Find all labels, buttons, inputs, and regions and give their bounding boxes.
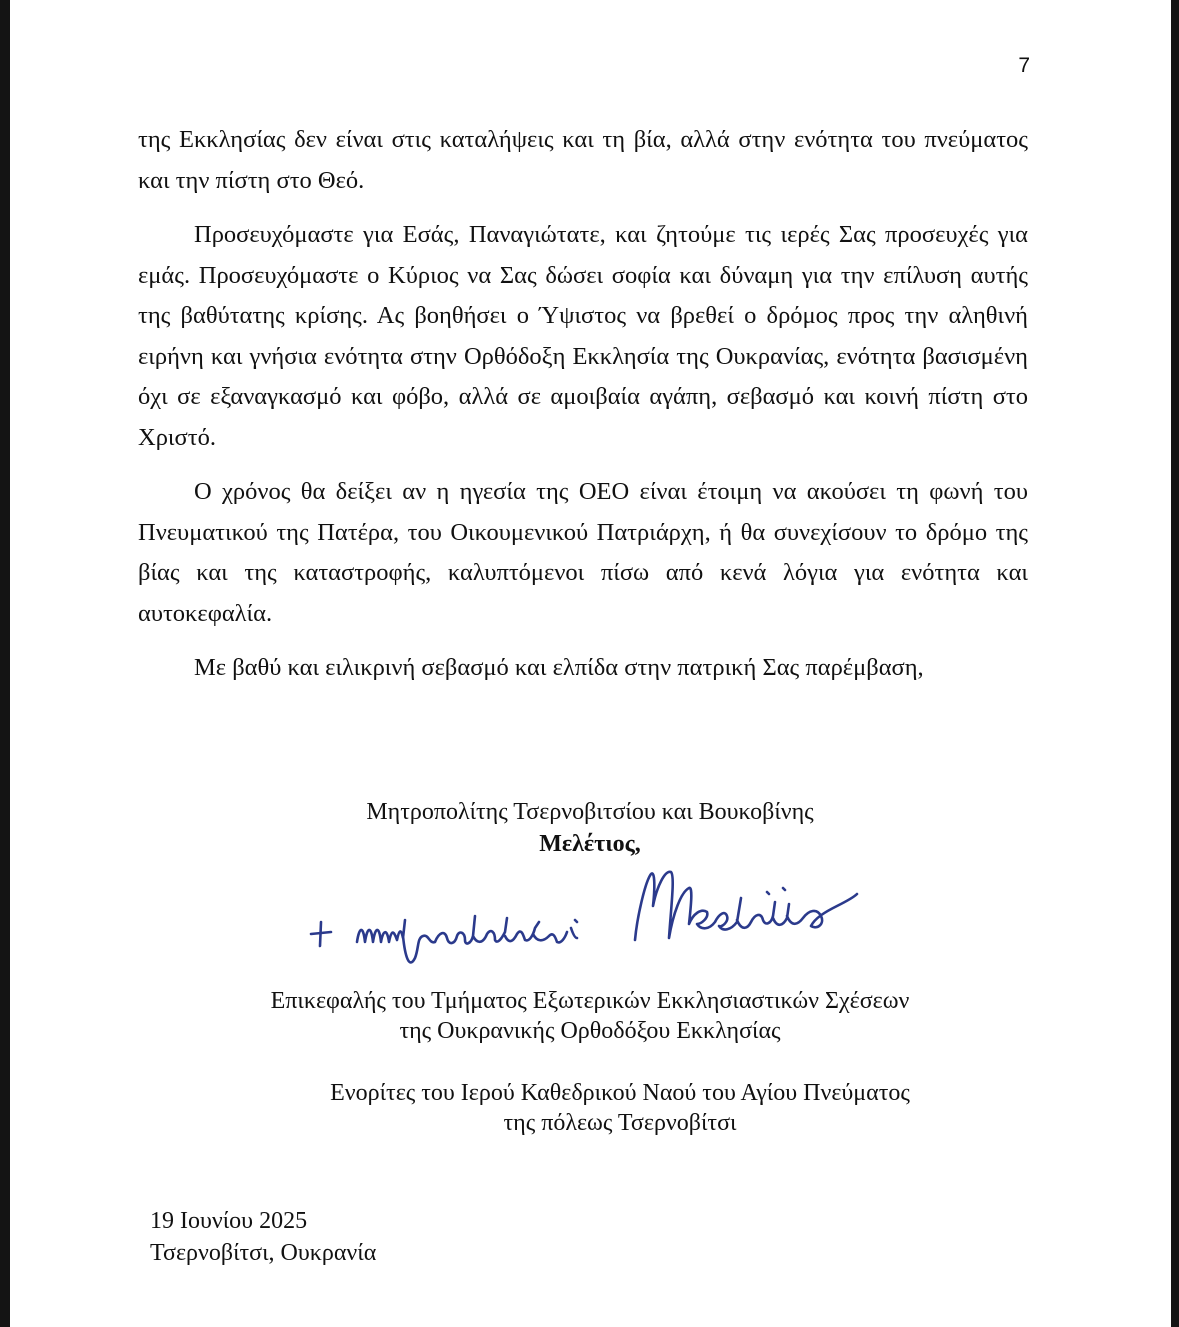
letter-date: 19 Ιουνίου 2025 xyxy=(150,1208,308,1234)
department-line-1: Επικεφαλής του Τμήματος Εξωτερικών Εκκλησιαστικών Σχέσεων xyxy=(270,988,910,1014)
date-place-block xyxy=(150,1205,550,1269)
letter-body xyxy=(138,120,1028,703)
department-line-2: της Ουκρανικής Ορθοδόξου Εκκλησίας xyxy=(399,1018,781,1044)
parish-line-2: της πόλεως Τσερνοβίτσι xyxy=(503,1110,737,1136)
department-block xyxy=(200,986,980,1046)
page-frame-left xyxy=(0,0,10,1327)
handwritten-signature xyxy=(305,858,865,976)
signatory-name: Μελέτιος, xyxy=(539,831,641,857)
page-number: 7 xyxy=(1018,54,1030,77)
page-frame-right xyxy=(1171,0,1179,1327)
paragraph-time-will-show: Ο χρόνος θα δείξει αν η ηγεσία της ΟΕΟ είναι έτοιμη να ακούσει τη φωνή του Πνευματικού της Πατέρα, του Οικουμενικού Πατριάρχη, ή θα συνεχίσουν το δρόμο της βίας και της καταστροφής, καλυπτόμενοι πίσω από κενά λόγια για ενότητα και αυτοκεφαλία. xyxy=(138,478,1028,627)
closing-line: Με βαθύ και ειλικρινή σεβασμό και ελπίδα στην πατρική Σας παρέμβαση, xyxy=(194,654,924,681)
signatory-title: Μητροπολίτης Τσερνοβιτσίου και Βουκοβίνης xyxy=(366,799,814,825)
paragraph-continuation: της Εκκλησίας δεν είναι στις καταλήψεις και τη βία, αλλά στην ενότητα του πνεύματος και την πίστη στο Θεό. xyxy=(138,126,1028,194)
letter-place: Τσερνοβίτσι, Ουκρανία xyxy=(150,1240,377,1266)
parish-line-1: Ενορίτες του Ιερού Καθεδρικού Ναού του Αγίου Πνεύματος xyxy=(330,1080,910,1106)
paragraph-prayer: Προσευχόμαστε για Εσάς, Παναγιώτατε, και ζητούμε τις ιερές Σας προσευχές για εμάς. Προσευχόμαστε ο Κύριος να Σας δώσει σοφία και δύναμη για την επίλυση αυτής της βαθύτατης κρίσης. Ας βοηθήσει ο Ύψιστος να βρεθεί ο δρόμος προς την αληθινή ειρήνη και γνήσια ενότητα στην Ορθόδοξη Εκκλησία της Ουκρανίας, ενότητα βασισμένη όχι σε εξαναγκασμό και φόβο, αλλά σε αμοιβαία αγάπη, σεβασμό και κοινή πίστη στο Χριστό. xyxy=(138,221,1028,451)
parish-block xyxy=(230,1078,1010,1138)
